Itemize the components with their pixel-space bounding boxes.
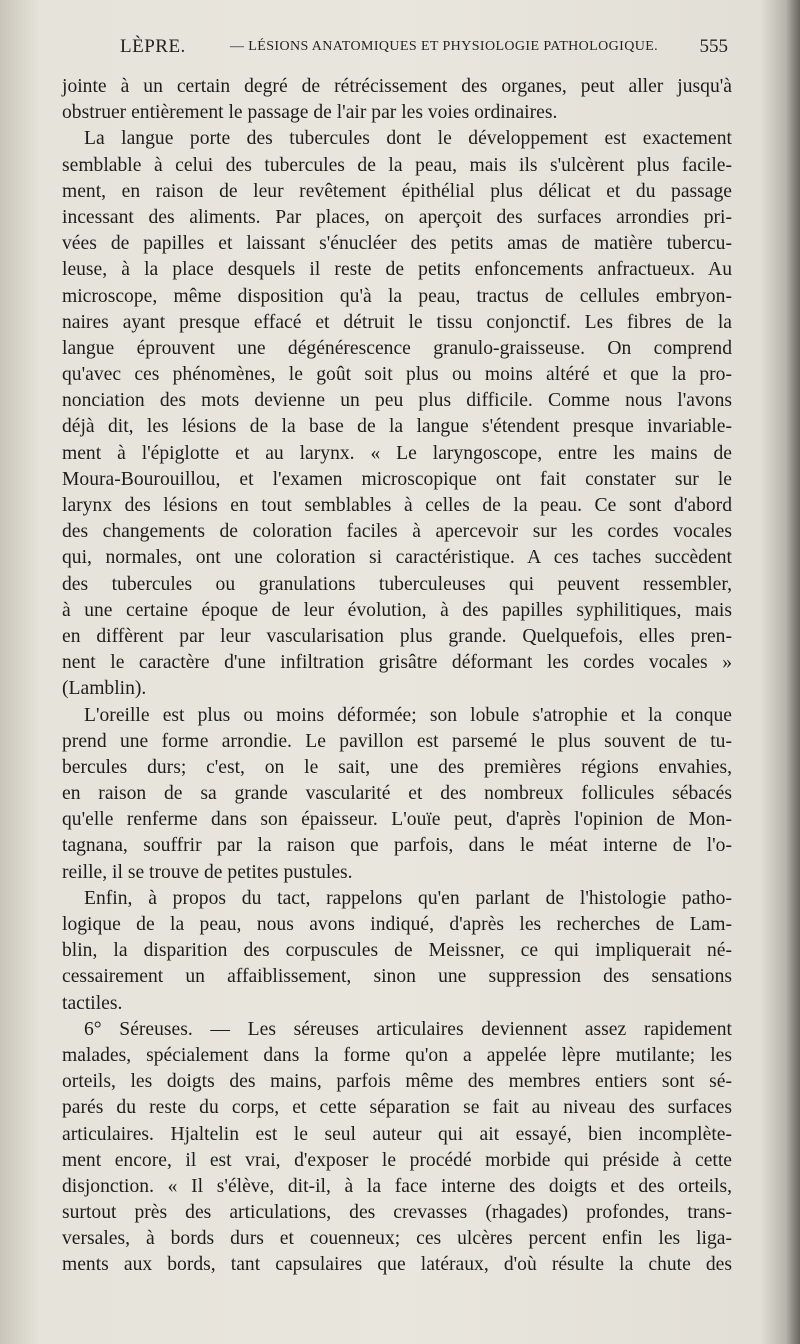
text-line: cessairement un affaiblissement, sinon une suppression des sensations: [62, 966, 732, 988]
text-line: qu'elle renferme dans son épaisseur. L'ouïe peut, d'après l'opinion de Mon-: [62, 809, 732, 831]
text-line: ment encore, il est vrai, d'exposer le procédé morbide qui préside à cette: [62, 1149, 732, 1171]
body-text: [62, 74, 732, 1279]
text-line: L'oreille est plus ou moins déformée; son lobule s'atrophie et la conque: [84, 704, 732, 726]
text-line: déjà dit, les lésions de la base de la langue s'étendent presque invariable-: [62, 416, 732, 438]
text-line: langue éprouvent une dégénérescence granulo-graisseuse. On comprend: [62, 337, 732, 359]
text-line: malades, spécialement dans la forme qu'on a appelée lèpre mutilante; les: [62, 1044, 732, 1066]
text-line: microscope, même disposition qu'à la peau, tractus de cellules embryon-: [62, 285, 732, 307]
text-line: qui, normales, ont une coloration si caractéristique. A ces taches succèdent: [62, 547, 732, 569]
text-line: tagnana, souffrir par la raison que parfois, dans le méat interne de l'o-: [62, 835, 732, 857]
text-line: orteils, les doigts des mains, parfois même des membres entiers sont sé-: [62, 1071, 732, 1093]
text-line: articulaires. Hjaltelin est le seul auteur qui ait essayé, bien incomplète-: [62, 1123, 732, 1145]
text-line: logique de la peau, nous avons indiqué, d'après les recherches de Lam-: [62, 914, 732, 935]
text-line: Moura-Bourouillou, et l'examen microscopique ont fait constater sur le: [62, 468, 732, 490]
text-line: ment, en raison de leur revêtement épithélial plus délicat et du passage: [62, 180, 732, 202]
text-line: bercules durs; c'est, on le sait, une des premières régions envahies,: [62, 756, 732, 778]
text-line: 6° Séreuses. — Les séreuses articulaires deviennent assez rapidement: [84, 1018, 732, 1040]
text-line: ments aux bords, tant capsulaires que latéraux, d'où résulte la chute des: [62, 1254, 732, 1276]
text-line: semblable à celui des tubercules de la peau, mais ils s'ulcèrent plus facile-: [62, 154, 732, 176]
text-line: qu'avec ces phénomènes, le goût soit plus ou moins altéré et que la pro-: [62, 364, 732, 386]
running-head-subtitle: — LÉSIONS ANATOMIQUES ET PHYSIOLOGIE PATHOLOGIQUE.: [230, 39, 659, 54]
running-head-title: LÈPRE.: [120, 36, 186, 57]
text-line: en diffèrent par leur vascularisation plus grande. Quelquefois, elles pren-: [62, 625, 732, 647]
text-line: des tubercules ou granulations tuberculeuses qui peuvent ressembler,: [62, 573, 732, 595]
text-line: blin, la disparition des corpuscules de Meissner, ce qui impliquerait né-: [62, 940, 732, 962]
text-line: parés du reste du corps, et cette séparation se fait au niveau des surfaces: [62, 1097, 732, 1119]
text-line: surtout près des articulations, des crevasses (rhagades) profondes, trans-: [62, 1202, 732, 1224]
text-line: incessant des aliments. Par places, on aperçoit des surfaces arrondies pri-: [62, 206, 732, 228]
text-line: obstruer entièrement le passage de l'air par les voies ordinaires.: [62, 102, 558, 124]
text-line: leuse, à la place desquels il reste de petits enfoncements anfractueux. Au: [62, 259, 732, 281]
text-line: disjonction. « Il s'élève, dit-il, à la face interne des doigts et des orteils,: [62, 1175, 732, 1197]
text-line: naires ayant presque effacé et détruit le tissu conjonctif. Les fibres de la: [62, 311, 732, 333]
page-number: 555: [699, 36, 728, 57]
text-line: nonciation des mots devienne un peu plus difficile. Comme nous l'avons: [62, 390, 732, 412]
text-line: jointe à un certain degré de rétrécissement des organes, peut aller jusqu'à: [62, 76, 732, 97]
text-line: reille, il se trouve de petites pustules.: [62, 861, 353, 883]
text-line: vées de papilles et laissant s'énucléer des petits amas de matière tubercu-: [62, 233, 732, 255]
text-line: tactiles.: [62, 992, 123, 1014]
text-line: prend une forme arrondie. Le pavillon est parsemé le plus souvent de tu-: [62, 730, 732, 752]
text-line: larynx des lésions en tout semblables à celles de la peau. Ce sont d'abord: [62, 495, 732, 516]
text-line: nent le caractère d'une infiltration grisâtre déformant les cordes vocales »: [62, 652, 732, 674]
running-head: [62, 36, 732, 66]
page-edge-shadow: [786, 0, 800, 1344]
text-line: ment à l'épiglotte et au larynx. « Le laryngoscope, entre les mains de: [62, 442, 732, 464]
text-line: versales, à bords durs et couenneux; ces ulcères percent enfin les liga-: [62, 1228, 732, 1250]
text-line: à une certaine époque de leur évolution, à des papilles syphilitiques, mais: [62, 599, 732, 621]
text-line: La langue porte des tubercules dont le développement est exactement: [84, 128, 732, 150]
text-line: des changements de coloration faciles à apercevoir sur les cordes vocales: [62, 521, 732, 543]
text-line: (Lamblin).: [62, 678, 147, 700]
text-line: Enfin, à propos du tact, rappelons qu'en parlant de l'histologie patho-: [84, 887, 732, 909]
text-line: en raison de sa grande vascularité et des nombreux follicules sébacés: [62, 783, 732, 805]
